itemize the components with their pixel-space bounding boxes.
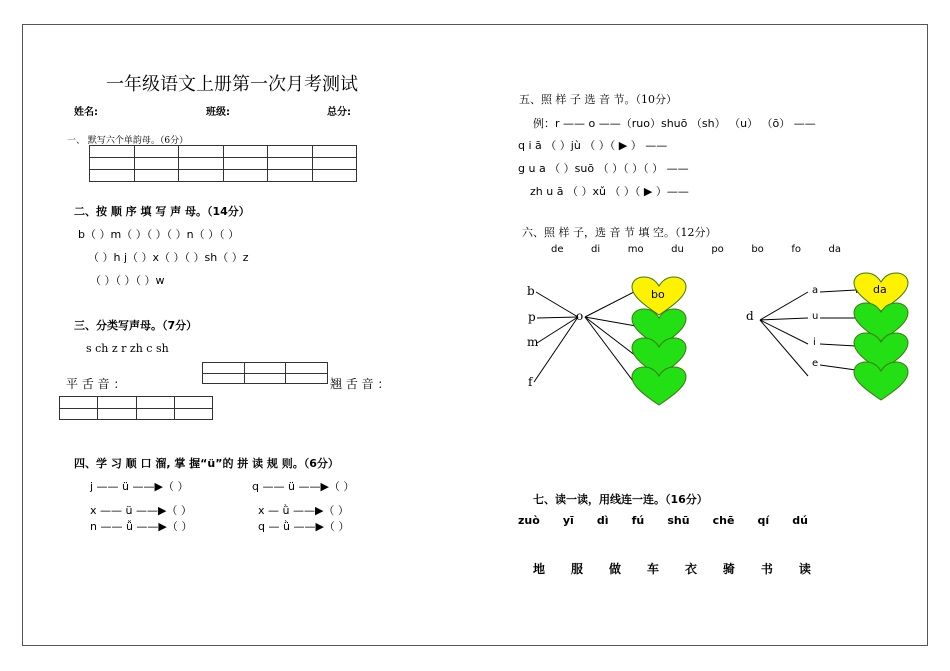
section3-heading: 三、分类写声母。（7分） [74, 319, 198, 332]
name-label: 姓名: [74, 107, 98, 118]
section5-line-4: zh u ā （ ）xǔ （ ）（ ▶ ）—— [530, 185, 689, 198]
consonant-m: m [527, 335, 539, 349]
rule-row-1a: j —— ü ——▶（ ） [90, 480, 189, 493]
hanzi-char[interactable]: 服 [570, 562, 583, 576]
hanzi-char[interactable]: 衣 [684, 562, 697, 576]
curled-tongue-label: 翘 舌 音 ： [330, 377, 390, 391]
choice-syllable: bo [751, 244, 764, 255]
hanzi-char[interactable]: 车 [646, 562, 659, 576]
score-label: 总分: [327, 107, 351, 118]
rule-row-2b: x — ǜ ——▶（ ） [258, 504, 349, 517]
hanzi-char[interactable]: 地 [533, 562, 546, 576]
choice-syllable: po [711, 244, 724, 255]
choice-syllable: mo [627, 244, 644, 255]
heart-icon[interactable] [853, 362, 909, 402]
pinyin-word[interactable]: dú [792, 514, 808, 527]
pinyin-row [518, 514, 808, 527]
pinyin-word[interactable]: shū [667, 514, 690, 527]
choice-syllable: du [671, 244, 684, 255]
section5-line-1: 例：r —— o ——（ruo）shuō （sh） （u） （ō） —— [533, 117, 816, 130]
page-title: 一年级语文上册第一次月考测试 [106, 74, 358, 95]
section4-heading: 四、学 习 顺 口 溜, 掌 握“ü”的 拼 读 规 则。（6分） [74, 457, 339, 470]
hanzi-char[interactable]: 读 [798, 562, 811, 576]
vowel-a: a [812, 285, 819, 296]
choice-syllable: da [828, 244, 841, 255]
flat-tongue-label: 平 舌 音 ： [66, 377, 126, 391]
pinyin-word[interactable]: zuò [518, 514, 540, 527]
vowel-o: o [576, 309, 584, 323]
vowel-u: u [812, 311, 819, 322]
section5-line-3: g u a （ ）suō （ ）（ ）（ ） —— [518, 162, 689, 175]
section5-line-2: q i ā （ ）jù （ ）（ ▶ ） —— [518, 139, 668, 152]
rule-row-3a: n —— ǚ ——▶（ ） [90, 520, 193, 533]
hanzi-char[interactable]: 书 [760, 562, 773, 576]
section5-heading: 五、照 样 子 选 音 节。（10分） [519, 93, 677, 106]
pinyin-word[interactable]: chē [712, 514, 735, 527]
rule-row-2a: x —— ü ——▶（ ） [90, 504, 192, 517]
section6-heading: 六、照 样 子，选 音 节 填 空。（12分） [522, 226, 717, 239]
section2-heading: 二、按 顺 序 填 写 声 母。（14分） [74, 205, 250, 218]
section7-heading: 七、读一读，用线连一连。（16分） [533, 493, 708, 506]
choice-syllable: di [591, 244, 601, 255]
hanzi-char[interactable]: 做 [608, 562, 621, 576]
rule-row-3b: q — ǜ ——▶（ ） [258, 520, 350, 533]
pinyin-word[interactable]: dì [596, 514, 609, 527]
vowel-i: i [813, 337, 816, 348]
section2-line-3: （ ）（ ）（ ）w [90, 274, 165, 287]
heart-example-da: da [873, 283, 887, 296]
consonant-f: f [528, 375, 533, 389]
pinyin-word[interactable]: fú [631, 514, 645, 527]
section1-heading: 一、 默写六个单韵母。（6分） [67, 136, 189, 146]
consonant-list: s ch z r zh c sh [86, 342, 169, 355]
consonant-d: d [746, 309, 754, 323]
consonant-b: b [527, 284, 535, 298]
pinyin-word[interactable]: yī [562, 514, 574, 527]
consonant-p: p [528, 310, 536, 324]
class-label: 班级: [206, 107, 230, 118]
pinyin-word[interactable]: qí [757, 514, 770, 527]
choice-syllable: de [551, 244, 564, 255]
rule-row-1b: q —— ü ——▶（ ） [252, 480, 355, 493]
hanzi-row [533, 560, 811, 577]
choice-syllable: fo [791, 244, 801, 255]
vowel-e: e [812, 358, 819, 369]
heart-icon[interactable] [631, 367, 687, 407]
section2-line-2: （ ）h j（ ）x（ ）（ ）sh（ ）z [88, 251, 249, 264]
heart-example-bo: bo [651, 288, 665, 301]
hanzi-char[interactable]: 骑 [722, 562, 735, 576]
section2-line-1: b（ ）m（ ）（ ）（ ）n（ ）（ ） [78, 228, 240, 241]
